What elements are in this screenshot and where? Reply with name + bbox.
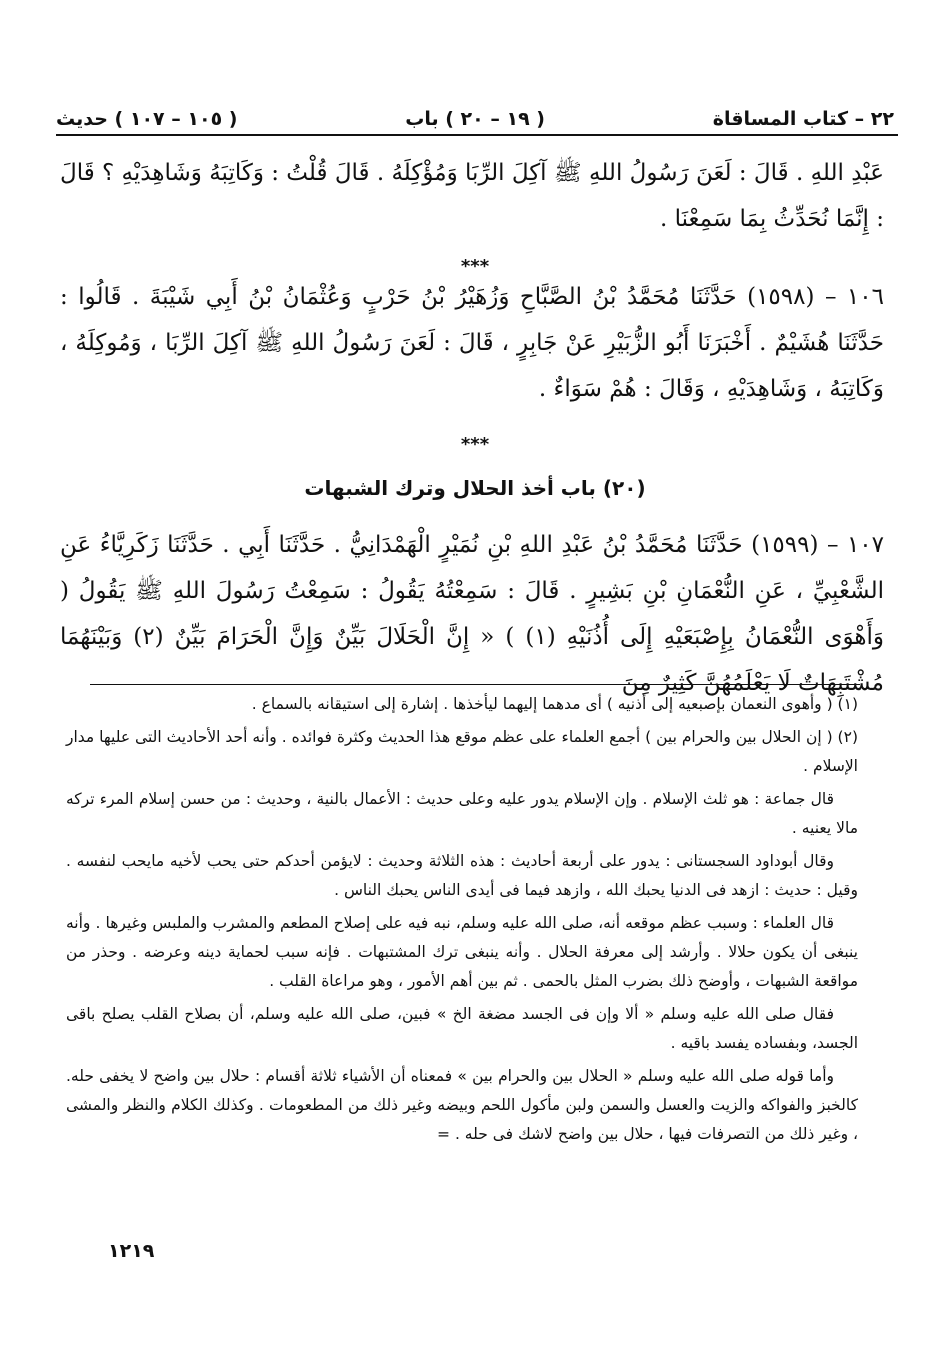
header-rule	[56, 134, 898, 136]
footnote-paragraph: فقال صلى الله عليه وسلم « ألا وإن فى الجسد مضغة الخ » فبين، صلى الله عليه وسلم، أن بصلاح القلب يصلح باقى الجسد، وبفساده يفسد باقيه .	[66, 1005, 858, 1052]
chapter-title: (٢٠) باب أخذ الحلال وترك الشبهات	[304, 476, 646, 500]
footnote-paragraph: قال جماعة : هو ثلث الإسلام . وإن الإسلام يدور عليه وعلى حديث : الأعمال بالنية ، وحديث : من حسن إسلام المرء تركه مالا يعنيه .	[66, 790, 858, 837]
page-number: ١٢١٩	[108, 1240, 155, 1262]
hadith-107: ١٠٧ – (١٥٩٩) حَدَّثَنَا مُحَمَّدُ بْنُ عَبْدِ اللهِ بْنِ نُمَيْرٍ الْهَمْدَانِيُّ . حَدَّثَنَا أَبِي . حَدَّثَنَا زَكَرِيَّاءُ عَنِ الشَّعْبِيِّ ، عَنِ النُّعْمَانِ بْنِ بَشِيرٍ . قَالَ : سَمِعْتُهُ يَقُولُ : سَمِعْتُ رَسُولَ اللهِ ﷺ يَقُولُ ( وَأَهْوَى النُّعْمَانُ بِإِصْبَعَيْهِ إِلَى أُذُنَيْهِ (١) ) « إِنَّ الْحَلَالَ بَيِّنٌ وَإِنَّ الْحَرَامَ بَيِّنٌ (٢) وَبَيْنَهُمَا مُشْتَبِهَاتٌ لَا يَعْلَمُهُنَّ كَثِيرٌ مِنَ	[60, 532, 884, 696]
running-header	[56, 96, 894, 130]
header-hadith-range: ( ١٠٥ – ١٠٧ ) حديث	[56, 108, 238, 130]
section-separator-stars: ***	[460, 256, 490, 277]
hadith-105-continuation: عَبْدِ اللهِ . قَالَ : لَعَنَ رَسُولُ اللهِ ﷺ آكِلَ الرِّبَا وَمُؤْكِلَهُ . قَالَ قُلْتُ : وَكَاتِبَهُ وَشَاهِدَيْهِ ؟ قَالَ : إِنَّمَا نُحَدِّثُ بِمَا سَمِعْنَا .	[60, 160, 884, 232]
footnote-2: (٢) ( إن الحلال بين والحرام بين ) أجمع العلماء على عظم موقع هذا الحديث وكثرة فوائده . وأنه أحد الأحاديث التى عليها مدار الإسلام .	[66, 728, 858, 775]
header-chapter-range: ( ١٩ – ٢٠ ) باب	[405, 108, 545, 130]
header-book-title: ٢٢ – كتاب المساقاة	[712, 108, 894, 130]
section-separator-stars: ***	[460, 434, 490, 455]
footnotes	[66, 690, 858, 1153]
footnote-paragraph: وأما قوله صلى الله عليه وسلم « الحلال بين والحرام بين » فمعناه أن الأشياء ثلاثة أقسام : حلال بين واضح لا يخفى حله. كالخبز والفواكه والزيت والعسل والسمن ولبن مأكول اللحم وبيضه وغير ذلك من المطعومات . وكذلك الكلام والنظر والمشى ، وغير ذلك من التصرفات فيها ، حلال بين واضح لاشك فى حله . =	[66, 1067, 858, 1143]
footnote-paragraph: وقال أبوداود السجستانى : يدور على أربعة أحاديث : هذه الثلاثة وحديث : لايؤمن أحدكم حتى يحب لأخيه مايحب لنفسه . وقيل : حديث : ازهد فى الدنيا يحبك الله ، وازهد فيما فى أيدى الناس يحبك الناس .	[66, 852, 858, 899]
hadith-106: ١٠٦ – (١٥٩٨) حَدَّثَنَا مُحَمَّدُ بْنُ الصَّبَّاحِ وَزُهَيْرُ بْنُ حَرْبٍ وَعُثْمَانُ بْنُ أَبِي شَيْبَةَ . قَالُوا : حَدَّثَنَا هُشَيْمٌ . أَخْبَرَنَا أَبُو الزُّبَيْرِ عَنْ جَابِرٍ ، قَالَ : لَعَنَ رَسُولُ اللهِ ﷺ آكِلَ الرِّبَا ، وَمُوكِلَهُ ، وَكَاتِبَهُ ، وَشَاهِدَيْهِ ، وَقَالَ : هُمْ سَوَاءٌ .	[60, 284, 884, 402]
footnote-paragraph: قال العلماء : وسبب عظم موقعه أنه، صلى الله عليه وسلم، نبه فيه على إصلاح المطعم والمشرب والملبس وغيرها . وأنه ينبغى أن يكون حلالا . وأرشد إلى معرفة الحلال . وأنه ينبغى ترك المشتبهات . فإنه سبب لحماية دينه وعرضه . وحذر من مواقعة الشبهات ، وأوضح ذلك بضرب المثل بالحمى . ثم بين أهم الأمور ، وهو مراعاة القلب .	[66, 914, 858, 990]
footnote-1: (١) ( وأهوى النعمان بإصبعيه إلى أذنيه ) أى مدهما إليهما ليأخذها . إشارة إلى استيقانه بالسماع .	[251, 695, 858, 713]
footnote-rule	[90, 684, 860, 685]
